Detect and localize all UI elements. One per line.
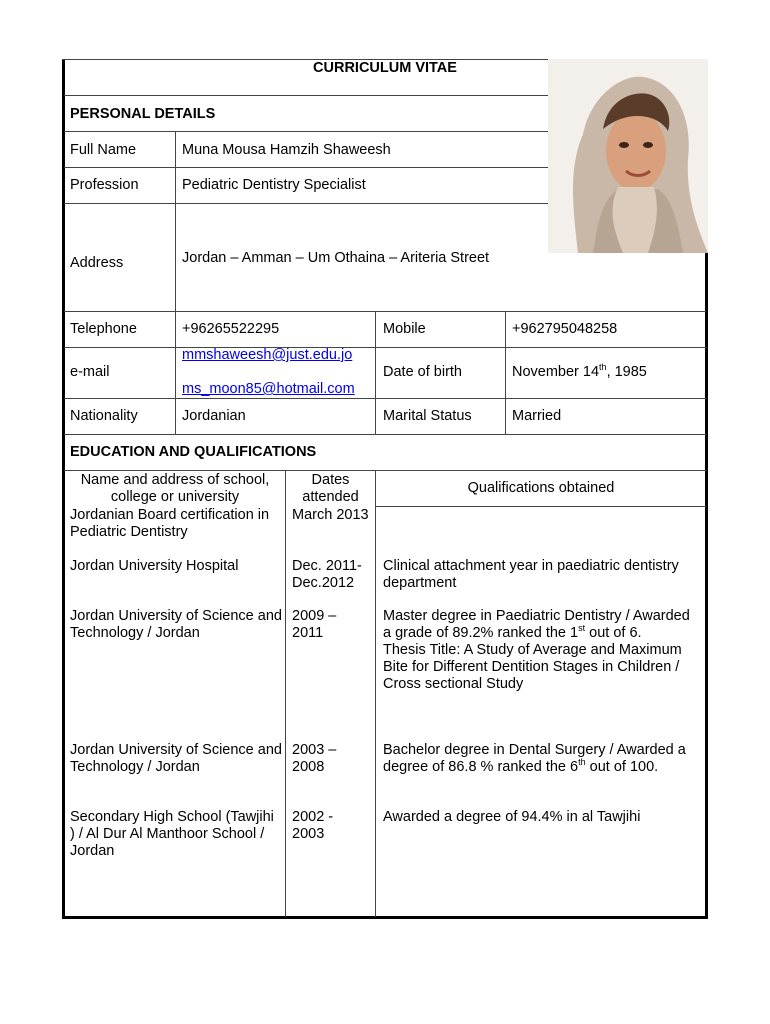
hline: [375, 506, 706, 507]
edu-school: Secondary High School (Tawjihi ) / Al Dur Al Manthoor School / Jordan: [70, 809, 274, 859]
hline: [64, 311, 706, 312]
col-header-dates: Dates attended: [302, 472, 359, 505]
personal-details-heading: PERSONAL DETAILS: [70, 106, 216, 122]
edu-dates: 2009 – 2011: [292, 608, 337, 641]
vline: [375, 470, 376, 917]
edu-qualification: Clinical attachment year in paediatric dentistry department: [383, 558, 679, 591]
portrait-photo: [548, 59, 708, 253]
frame-left: [62, 59, 65, 919]
edu-qualification: Awarded a degree of 94.4% in al Tawjihi: [383, 809, 641, 825]
education-heading: EDUCATION AND QUALIFICATIONS: [70, 444, 317, 460]
edu-qual-text-end: out of 100.: [585, 759, 659, 775]
nationality-value: Jordanian: [182, 408, 246, 424]
edu-qual-sup: st: [578, 623, 586, 634]
mobile-label: Mobile: [383, 321, 426, 337]
dob-value: [512, 364, 647, 381]
page-title: CURRICULUM VITAE: [313, 60, 457, 76]
edu-dates: Dec. 2011- Dec.2012: [292, 558, 362, 591]
hline: [64, 95, 548, 96]
edu-school: Jordanian Board certification in Pediatric Dentistry: [70, 507, 270, 540]
edu-dates: 2003 – 2008: [292, 742, 337, 775]
email-label: e-mail: [70, 364, 110, 380]
edu-dates: 2002 - 2003: [292, 809, 334, 842]
telephone-value: +96265522295: [182, 321, 280, 337]
col-header-school: Name and address of school, college or university: [80, 472, 270, 505]
hline: [64, 131, 548, 132]
vline: [505, 311, 506, 434]
frame-right: [705, 253, 708, 919]
hline: [64, 347, 706, 348]
hline: [64, 167, 548, 168]
profession-value: Pediatric Dentistry Specialist: [182, 177, 366, 193]
edu-qual-text: Bachelor degree in Dental Surgery / Awarded a degree of 86.8 % ranked the 6: [383, 742, 686, 775]
email-link-secondary[interactable]: ms_moon85@hotmail.com: [182, 381, 355, 397]
edu-school: Jordan University of Science and Technology / Jordan: [70, 742, 282, 775]
edu-qual-text: Master degree in Paediatric Dentistry / Awarded a grade of 89.2% ranked the 1: [383, 608, 690, 641]
edu-school: Jordan University of Science and Technology / Jordan: [70, 608, 282, 641]
full-name-label: Full Name: [70, 142, 137, 158]
dob-sup: th: [599, 362, 607, 373]
address-label: Address: [70, 255, 124, 271]
hline: [64, 434, 706, 435]
hline: [64, 470, 706, 471]
vline: [375, 311, 376, 434]
dob-month: November 14: [512, 364, 600, 380]
vline: [175, 131, 176, 434]
edu-qual-sup: th: [578, 757, 586, 768]
marital-status-label: Marital Status: [383, 408, 472, 424]
edu-dates: March 2013: [292, 507, 369, 523]
edu-thesis-title: Thesis Title: A Study of Average and Maximum Bite for Different Dentition Stages in Children / Cross sectional Study: [383, 642, 682, 692]
telephone-label: Telephone: [70, 321, 137, 337]
address-value: Jordan – Amman – Um Othaina – Ariteria Street: [182, 250, 490, 266]
edu-qualification: [383, 608, 701, 693]
full-name-value: Muna Mousa Hamzih Shaweesh: [182, 142, 391, 158]
dob-label: Date of birth: [383, 364, 462, 380]
frame-bottom: [62, 916, 708, 919]
hline: [64, 398, 706, 399]
email-link-primary[interactable]: mmshaweesh@just.edu.jo: [182, 347, 353, 363]
hline: [64, 203, 548, 204]
mobile-value: +962795048258: [512, 321, 618, 337]
vline: [285, 470, 286, 917]
nationality-label: Nationality: [70, 408, 138, 424]
edu-qualification: [383, 742, 701, 776]
marital-status-value: Married: [512, 408, 562, 424]
edu-qual-text-end: out of 6.: [585, 625, 642, 641]
dob-year: , 1985: [606, 364, 647, 380]
profession-label: Profession: [70, 177, 139, 193]
edu-school: Jordan University Hospital: [70, 558, 239, 574]
col-header-qualifications: Qualifications obtained: [467, 480, 615, 496]
